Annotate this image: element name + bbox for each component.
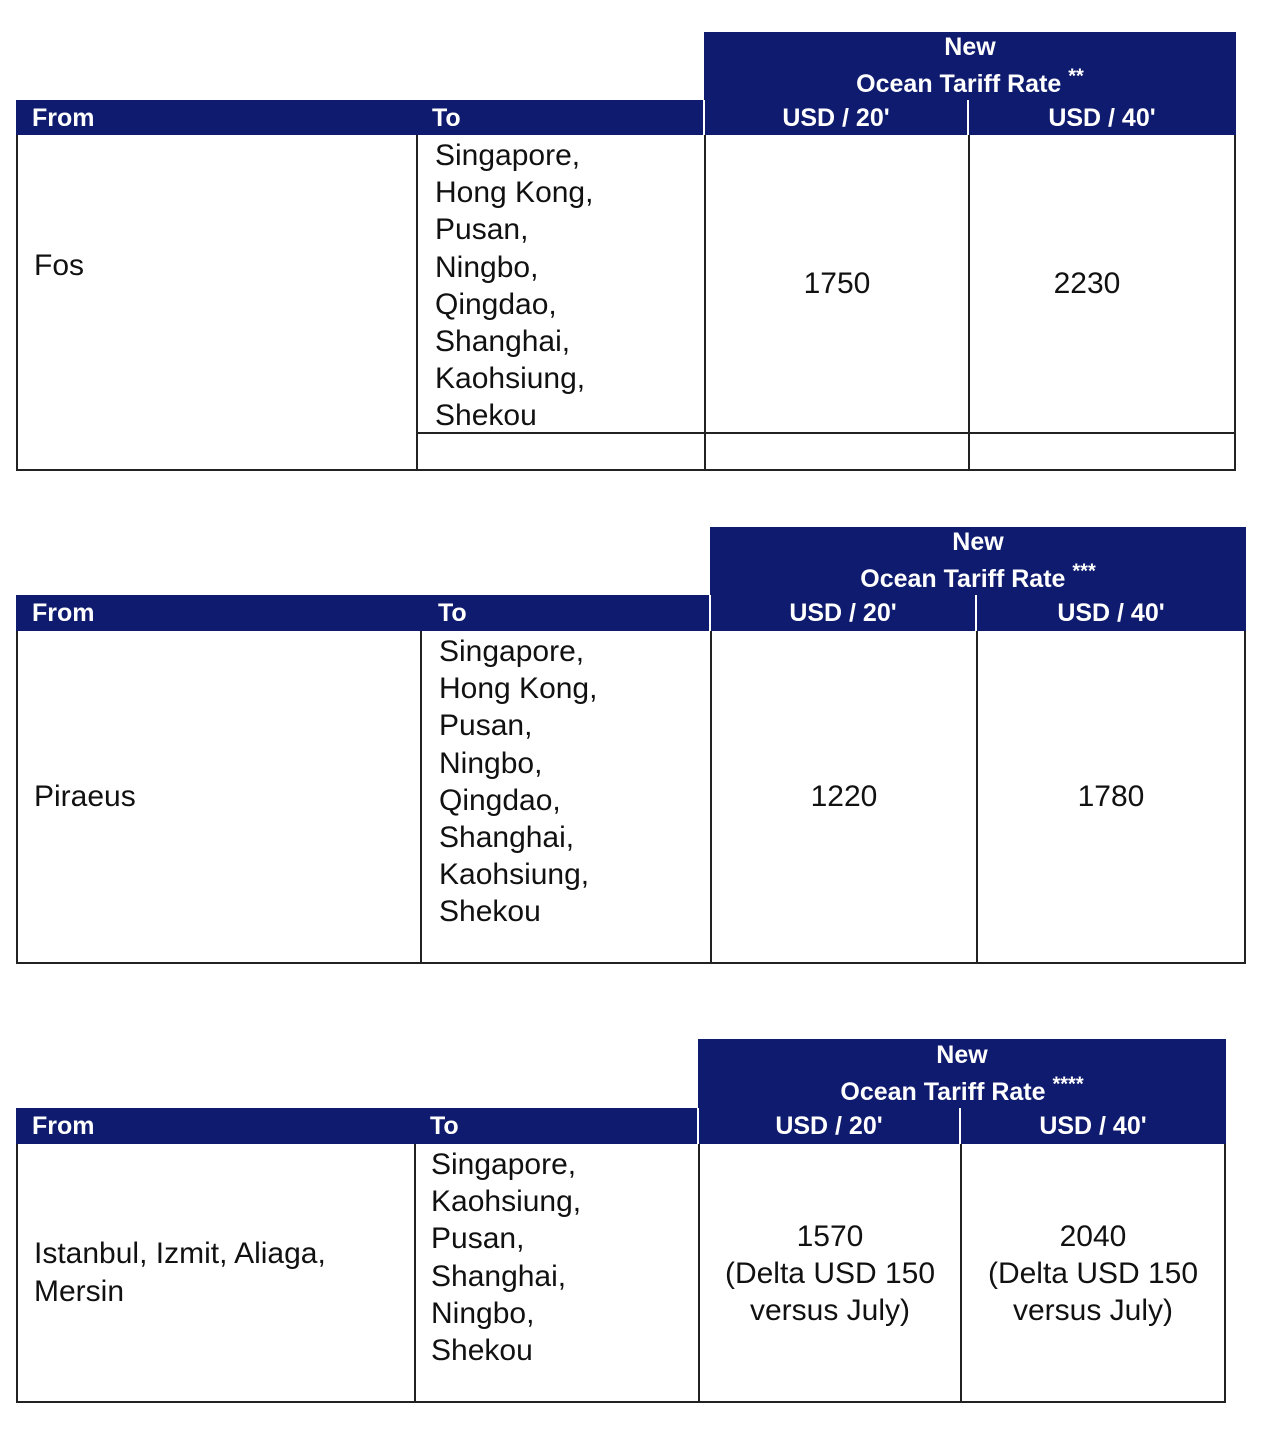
- tariff-title-line1: New: [944, 33, 996, 61]
- tariff-title: [698, 1039, 1226, 1108]
- tariff-title-line2: Ocean Tariff Rate ***: [860, 560, 1096, 593]
- destination-item: Singapore,: [431, 1148, 577, 1181]
- column-header-from: From: [16, 595, 420, 631]
- column-header-to: To: [420, 595, 710, 631]
- rate-20-delta: (Delta USD 150: [724, 1257, 936, 1291]
- origin-port: Piraeus: [34, 779, 136, 813]
- destination-item: Kaohsiung,: [439, 858, 590, 892]
- rate-40-delta: (Delta USD 150: [987, 1257, 1199, 1291]
- rate-20-delta-note: versus July): [749, 1294, 911, 1328]
- rate-20-value: 1220: [810, 779, 878, 813]
- column-header-usd-20: USD / 20': [698, 1108, 960, 1144]
- destination-item: Pusan,: [439, 709, 533, 743]
- destination-ports-cell: [414, 1144, 698, 1403]
- destination-item: Ningbo,: [435, 250, 539, 284]
- column-header-to: To: [416, 100, 704, 135]
- destination-item: Kaohsiung,: [435, 362, 586, 396]
- rate-20-value: 1570: [796, 1220, 864, 1253]
- header-divider: [959, 1108, 961, 1144]
- origin-port-cell: [16, 1144, 414, 1403]
- column-header-to: To: [414, 1108, 698, 1144]
- destination-item: Shekou: [431, 1334, 533, 1368]
- origin-port-line: Istanbul, Izmit, Aliaga,: [34, 1237, 326, 1271]
- tariff-title-line1: New: [952, 528, 1004, 556]
- rate-40-value: 1780: [1077, 779, 1145, 813]
- tariff-title-line1: New: [936, 1040, 988, 1069]
- destination-list: [431, 1146, 698, 1369]
- footnote-marker: ****: [1052, 1073, 1084, 1096]
- rate-20-cell: [698, 1144, 960, 1403]
- destination-item: Qingdao,: [435, 287, 557, 321]
- destination-item: Pusan,: [435, 213, 529, 247]
- column-header-usd-20: USD / 20': [710, 595, 976, 631]
- rate-20-value: 1750: [803, 266, 871, 300]
- header-divider: [697, 1108, 699, 1144]
- column-header-usd-20: USD / 20': [704, 100, 968, 135]
- footnote-marker: ***: [1072, 560, 1096, 583]
- destination-item: Shanghai,: [431, 1259, 567, 1293]
- destination-item: Qingdao,: [439, 783, 561, 817]
- destination-item: Ningbo,: [439, 746, 543, 780]
- destination-item: Kaohsiung,: [431, 1185, 582, 1219]
- destination-item: Shanghai,: [435, 325, 571, 359]
- column-header-from: From: [16, 100, 416, 135]
- rate-40-delta-note: versus July): [1012, 1294, 1174, 1328]
- origin-port-line: Mersin: [34, 1274, 125, 1308]
- tariff-title-line2: Ocean Tariff Rate ****: [840, 1073, 1084, 1106]
- column-header-from: From: [16, 1108, 414, 1144]
- column-header-usd-40: USD / 40': [960, 1108, 1226, 1144]
- rate-40-value: 2230: [1053, 266, 1121, 300]
- destination-item: Pusan,: [431, 1222, 525, 1256]
- destination-item: Shekou: [439, 895, 541, 929]
- footnote-marker: **: [1068, 65, 1084, 88]
- destination-item: Singapore,: [439, 635, 585, 668]
- origin-port: Fos: [34, 249, 85, 282]
- destination-item: Hong Kong,: [435, 176, 594, 210]
- column-header-usd-40: USD / 40': [976, 595, 1246, 631]
- destination-item: Shanghai,: [439, 821, 575, 855]
- rate-40-value: 2040: [1059, 1220, 1127, 1253]
- destination-item: Ningbo,: [431, 1296, 535, 1330]
- destination-item: Shekou: [435, 399, 537, 433]
- origin-ports: [34, 1235, 326, 1309]
- destination-item: Singapore,: [435, 139, 581, 172]
- column-header-usd-40: USD / 40': [968, 100, 1236, 135]
- rate-40-cell: [960, 1144, 1226, 1403]
- destination-item: Hong Kong,: [439, 672, 598, 706]
- tariff-title-line2: Ocean Tariff Rate **: [856, 65, 1084, 98]
